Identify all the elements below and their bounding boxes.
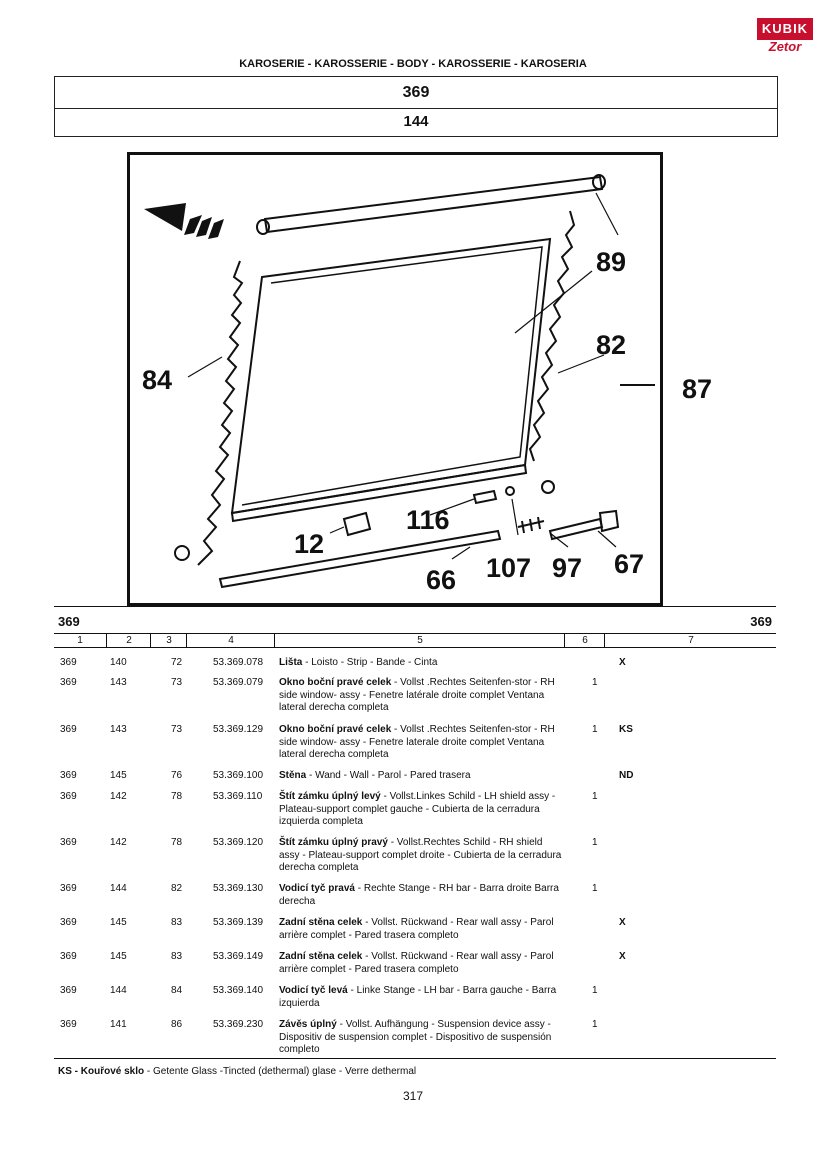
- clip-12: [344, 513, 370, 535]
- label-107: 107: [486, 553, 532, 583]
- direction-arrow: [144, 203, 224, 239]
- table-group-row: [54, 606, 776, 634]
- section-title: KAROSERIE - KAROSSERIE - BODY - KAROSSERIE - KAROSERIA: [239, 58, 587, 70]
- label-66: 66: [426, 565, 457, 595]
- col-7: 7: [604, 634, 777, 647]
- group-number: 369: [54, 76, 778, 109]
- window-glass: [232, 239, 550, 513]
- label-82: 82: [596, 330, 627, 360]
- col-2: 2: [106, 634, 151, 647]
- label-67: 67: [614, 549, 645, 579]
- label-89: 89: [596, 247, 627, 277]
- col-5: 5: [274, 634, 565, 647]
- col-4: 4: [186, 634, 275, 647]
- footer-divider: [54, 1058, 776, 1059]
- col-1: 1: [77, 635, 83, 646]
- col-3: 3: [150, 634, 187, 647]
- footnote-text: - Getente Glass -Tincted (dethermal) glase - Verre dethermal: [144, 1066, 417, 1077]
- left-guide-bar-84: [198, 261, 242, 565]
- subgroup-number: 144: [54, 108, 778, 137]
- col-6: 6: [564, 634, 605, 647]
- column-numbers: [54, 634, 776, 648]
- kubik-zetor-logo: [757, 18, 813, 54]
- logo-zetor: Zetor: [768, 39, 802, 54]
- label-116: 116: [406, 505, 450, 535]
- parts-table-header: [54, 606, 776, 648]
- page-number: 317: [402, 1089, 424, 1103]
- footnote: [58, 1066, 416, 1077]
- diagram-drawing: [130, 155, 660, 603]
- label-12: 12: [294, 529, 325, 559]
- group-left: 369: [58, 614, 80, 629]
- exploded-diagram: [127, 152, 663, 606]
- logo-kubik: KUBIK: [757, 18, 813, 40]
- top-bar-89: [265, 177, 602, 232]
- bottom-rod-66: [220, 531, 500, 587]
- label-97: 97: [552, 553, 583, 583]
- group-right: 369: [750, 614, 772, 629]
- label-84: 84: [142, 365, 173, 395]
- right-guide-bar-82: [530, 211, 574, 461]
- label-87: 87: [682, 374, 713, 404]
- footnote-code: KS - Kouřové sklo: [58, 1066, 145, 1077]
- part-67: [550, 519, 602, 539]
